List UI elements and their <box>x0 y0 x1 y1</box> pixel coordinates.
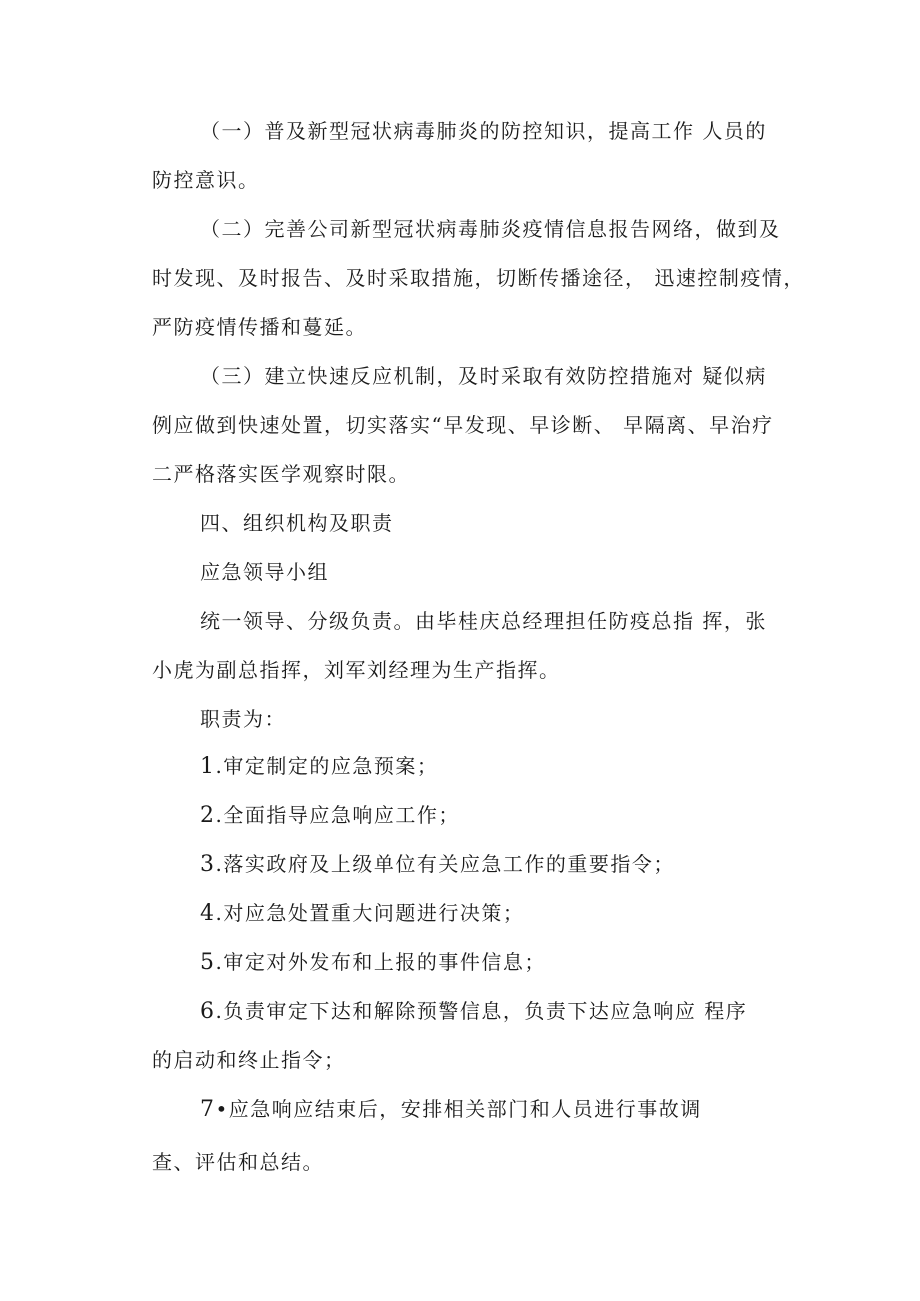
duty-text: .全面指导应急响应工作； <box>215 803 460 827</box>
paragraph-2-line-2: 时发现、及时报告、及时采取措施，切断传播途径， 迅速控制疫情， <box>152 266 805 290</box>
duty-item-3 <box>200 849 840 880</box>
paragraph-1-line-2: 防控意识。 <box>152 168 260 192</box>
paragraph-3-line-2: 例应做到快速处置，切实落实“早发现、早诊断、 早隔离、早治疗 <box>152 413 774 437</box>
duty-text: •应急响应结束后，安排相关部门和人员进行事故调 <box>215 1097 702 1121</box>
duties-intro: 职责为： <box>200 707 286 731</box>
duty-item-6-line-2: 的启动和终止指令； <box>152 1048 346 1072</box>
subsection-heading: 应急领导小组 <box>200 560 329 584</box>
section-heading: 四、组织机构及职责 <box>200 511 394 535</box>
paragraph-6-line-2: 小虎为副总指挥，刘军刘经理为生产指挥。 <box>152 658 561 682</box>
duty-item-4 <box>200 898 840 929</box>
paragraph-1-line-1: （一）普及新型冠状病毒肺炎的防控知识，提高工作 人员的 <box>200 119 767 143</box>
duty-number: 1 <box>200 754 216 779</box>
paragraph-6-line-1: 统一领导、分级负责。由毕桂庆总经理担任防疫总指 挥，张 <box>200 609 767 633</box>
duty-text: .负责审定下达和解除预警信息，负责下达应急响应 程序 <box>215 999 748 1023</box>
paragraph-3-line-3: 二严格落实医学观察时限。 <box>152 462 410 486</box>
duty-item-6 <box>200 996 840 1027</box>
duty-text: .落实政府及上级单位有关应急工作的重要指令； <box>215 852 675 876</box>
duty-number: 6 <box>200 999 216 1024</box>
duty-number: 4 <box>200 901 216 926</box>
duty-text: .审定制定的应急预案； <box>215 754 439 778</box>
paragraph-3-line-1: （三）建立快速反应机制，及时采取有效防控措施对 疑似病 <box>200 364 767 388</box>
duty-item-7-line-2: 查、评估和总结。 <box>152 1150 324 1174</box>
duty-number: 3 <box>200 852 216 877</box>
duty-item-7 <box>200 1094 840 1125</box>
duty-number: 2 <box>200 803 216 828</box>
duty-item-2 <box>200 800 840 831</box>
duty-item-5 <box>200 947 840 978</box>
duty-item-1 <box>200 751 840 782</box>
duty-text: .审定对外发布和上报的事件信息； <box>215 950 546 974</box>
duty-text: .对应急处置重大问题进行决策； <box>215 901 525 925</box>
duty-number: 5 <box>200 950 216 975</box>
paragraph-2-line-1: （二）完善公司新型冠状病毒肺炎疫情信息报告网络，做到及 <box>200 217 781 241</box>
duty-number: 7 <box>200 1097 216 1122</box>
paragraph-2-line-3: 严防疫情传播和蔓延。 <box>152 315 367 339</box>
